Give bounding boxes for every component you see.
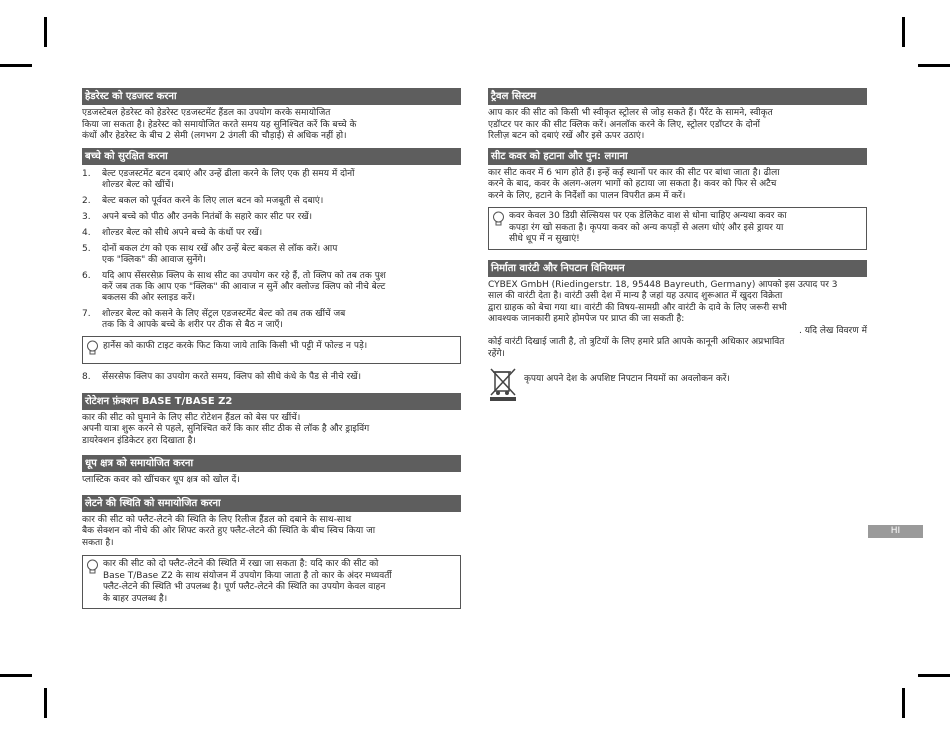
travel-system-body: आप कार की सीट को किसी भी स्वीकृत स्ट्रोलर से जोड़ सकते हैं। पैरेंट के सामने, स्वीकृत एडॉप्टर पर कार की सीट क्लिक करें। अनलॉक करने के लिए, स्ट्रोलर एडॉप्टर के दोनों रिलीज़ बटन को दबाएं रखें और इसे ऊपर उठाएं।	[488, 108, 773, 141]
list-item: 2. बेल्ट बकल को पूर्ववत करने के लिए लाल बटन को मजबूती से दबाएं।	[82, 195, 324, 206]
list-item: 4. शोल्डर बेल्ट को सीधे अपने बच्चे के कंधों पर रखें।	[82, 227, 263, 238]
rotation-body: कार की सीट को घुमाने के लिए सीट रोटेशन हैंडल को बेस पर खींचें। अपनी यात्रा शुरू करने से पहले, सुनिश्चित करें कि कार सीट ठीक से लॉक है और ड्राइविंग डायरेक्शन इंडिकेटर हरा दिखाता है।	[82, 412, 370, 446]
language-tab: HI	[868, 525, 923, 538]
list-item: 8. सेंसरसेफ क्लिप का उपयोग करते समय, क्लिप को सीधे कंधे के पैड से नीचे रखें।	[82, 371, 362, 382]
headrest-body	[82, 108, 461, 143]
right-column	[488, 88, 867, 406]
secure-steps-list-cont	[82, 372, 461, 383]
wash-note: कवर केवल 30 डिग्री सेल्सियस पर एक डेलिकेट वाश से धोना चाहिए अन्यथा कवर का कपड़ा रंग खो सकता है। कृपया कवर को अन्य कपड़ों से अलग धोएं और इसे ड्रायर या सीधे धूप में न सुखाएं!	[488, 207, 867, 250]
crop-mark	[0, 674, 32, 677]
text-line: किया जा सकता है। हेडरेस्ट को समायोजित करते समय यह सुनिश्चित करें कि बच्चे के	[82, 119, 357, 130]
recline-body: कार की सीट को फ्लैट-लेटने की स्थिति के लिए रिलीज हैंडल को दबाने के साथ-साथ बैक सेक्शन को नीचे की ओर शिफ्ट करते हुए फ्लैट-लेटने की स्थिति के बीच स्विच किया जा सकता है।	[82, 514, 376, 548]
secure-child-heading: बच्चे को सुरक्षित करना	[82, 148, 461, 165]
disposal-text: कृपया अपने देश के अपशिष्ट निपटान नियमों का अवलोकन करें।	[524, 374, 730, 384]
text-line: कंधों और हेडरेस्ट के बीच 2 सेमी (लगभग 2 उंगली की चौड़ाई) से अधिक नहीं हो।	[82, 131, 347, 141]
list-item: 3. अपने बच्चे को पीठ और उनके नितंबों के सहारे कार सीट पर रखें।	[82, 211, 313, 222]
seat-cover-body: कार सीट कवर में 6 भाग होते हैं। इन्हें कई स्थानों पर कार की सीट पर बांधा जाता है। ढीला करने के बाद, कवर के अलग-अलग भागों को हटाया जा सकता है। कवर को फिर से अटैच करने के लिए, हटाने के निर्देशों का पालन विपरीत क्रम में करें।	[488, 167, 780, 201]
crop-mark	[918, 64, 950, 67]
sun-canopy-heading: धूप क्षत्र को समायोजित करना	[82, 455, 461, 472]
crop-mark	[44, 17, 47, 47]
travel-system-heading: ट्रैवल सिस्टम	[488, 88, 867, 105]
lightbulb-icon	[86, 340, 99, 356]
sun-canopy-body: प्लास्टिक कवर को खींचकर धूप क्षत्र को खोल दें।	[82, 475, 240, 485]
list-item: 1. बेल्ट एडजस्टमेंट बटन दबाएं और उन्हें ढीला करने के लिए एक ही समय में दोनों शोल्डर बेल्ट को खींचें।	[82, 168, 355, 190]
list-item: 6. यदि आप सेंसरसेफ़ क्लिप के साथ सीट का उपयोग कर रहे हैं, तो क्लिप को तब तक पुश करें जब तक कि आप एक "क्लिक" की आवाज न सुनें और क्लोज्ड क्लिप को नीचे बेल्ट बकलस की ओर स्लाइड करें।	[82, 270, 386, 303]
crop-mark	[918, 674, 950, 677]
crop-mark	[902, 688, 905, 718]
lightbulb-icon	[86, 559, 99, 575]
disposal-block	[488, 366, 867, 406]
headrest-heading: हेडरेस्ट को एडजस्ट करना	[82, 88, 461, 105]
warranty-body: CYBEX GmbH (Riedingerstr. 18, 95448 Bayreuth, Germany) आपको इस उत्पाद पर 3 साल की वारंटी देता है। वारंटी उसी देश में मान्य है जहां यह उत्पाद शुरूआत में खुदरा विक्रेता द्वारा ग्राहक को बेचा गया था। वारंटी की विषय-सामग्री और वारंटी के दावे के लिए जरूरी सभी आवश्यक जानकारी हमारे होमपेज पर प्राप्त की जा सकती है: . यदि लेख विवरण में कोई वारंटी दिखाई जाती है, तो त्रुटियों के लिए हमारे प्रति आपके कानूनी अधिकार अप्रभावित रहेंगे।	[488, 279, 867, 359]
text-line: एडजस्टेबल हेडरेस्ट को हेडरेस्ट एडजस्टमेंट हैंडल का उपयोग करके समायोजित	[82, 108, 331, 118]
harness-note: हार्नेस को काफी टाइट करके फिट किया जाये ताकि किसी भी पट्टी में फोल्ड न पड़े।	[82, 336, 461, 364]
list-item: 7. शोल्डर बेल्ट को कसने के लिए सेंट्रल एडजस्टमेंट बेल्ट को तब तक खींचें जब तक कि वे आपके बच्चे के शरीर पर ठीक से बैठ न जाएँ।	[82, 308, 346, 330]
crop-mark	[902, 17, 905, 47]
rotation-heading: रोटेशन फ़ंक्शन BASE T/BASE Z2	[82, 393, 461, 410]
recline-heading: लेटने की स्थिति को समायोजित करना	[82, 495, 461, 512]
warranty-heading: निर्माता वारंटी और निपटान विनियमन	[488, 260, 867, 277]
crop-mark	[0, 64, 32, 67]
lightbulb-icon	[492, 211, 505, 227]
left-column	[82, 88, 461, 609]
crop-mark	[44, 688, 47, 718]
secure-steps-list	[82, 169, 461, 331]
list-item: 5. दोनों बकल टंग को एक साथ रखें और उन्हें बेल्ट बकल से लॉक करें। आप एक "क्लिक" की आवाज सुनेंगे।	[82, 243, 338, 265]
recline-note: कार की सीट को दो फ्लैट-लेटने की स्थिति में रखा जा सकता है: यदि कार की सीट को Base T/Base Z2 के साथ संयोजन में उपयोग किया जाता है तो कार के अंदर मध्यवर्ती फ्लैट-लेटने की स्थिति भी उपलब्ध है। पूर्ण फ्लैट-लेटने की स्थिति का उपयोग केवल वाहन के बाहर उपलब्ध है।	[82, 555, 461, 609]
seat-cover-heading: सीट कवर को हटाना और पुन: लगाना	[488, 148, 867, 165]
crossed-bin-icon	[488, 366, 518, 402]
